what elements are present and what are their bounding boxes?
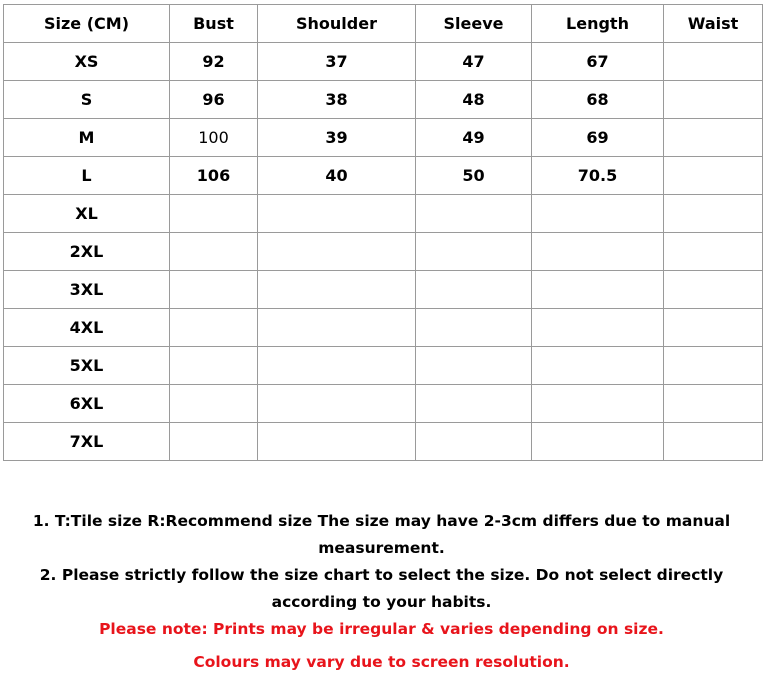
table-header-row (4, 5, 763, 43)
table-row (4, 271, 763, 309)
table-row (4, 233, 763, 271)
measurement-cell (664, 157, 763, 195)
measurement-cell: 92 (170, 43, 258, 81)
size-label-cell: 4XL (4, 309, 170, 347)
size-label-cell: L (4, 157, 170, 195)
measurement-cell (416, 233, 532, 271)
measurement-cell (258, 309, 416, 347)
table-row (4, 157, 763, 195)
measurement-cell (258, 233, 416, 271)
measurement-cell: 100 (170, 119, 258, 157)
header-shoulder: Shoulder (258, 5, 416, 43)
measurement-cell: 38 (258, 81, 416, 119)
header-size: Size (CM) (4, 5, 170, 43)
measurement-cell (170, 309, 258, 347)
size-chart-table (3, 4, 763, 461)
size-label-cell: M (4, 119, 170, 157)
measurement-cell (664, 233, 763, 271)
size-label-cell: 5XL (4, 347, 170, 385)
measurement-cell (664, 271, 763, 309)
note-tile-size: 1. T:Tile size R:Recommend size The size may have 2-3cm differs due to manual measurement. (32, 512, 731, 557)
measurement-cell: 37 (258, 43, 416, 81)
measurement-cell (532, 195, 664, 233)
warning-colours: Colours may vary due to screen resolution. (193, 653, 570, 671)
measurement-cell (258, 347, 416, 385)
measurement-cell: 40 (258, 157, 416, 195)
size-label-cell: 2XL (4, 233, 170, 271)
measurement-cell (170, 423, 258, 461)
table-row (4, 81, 763, 119)
measurement-cell: 68 (532, 81, 664, 119)
measurement-cell (170, 271, 258, 309)
table-row (4, 347, 763, 385)
measurement-cell (258, 385, 416, 423)
table-row (4, 309, 763, 347)
measurement-cell: 50 (416, 157, 532, 195)
size-label-cell: 3XL (4, 271, 170, 309)
size-label-cell: 7XL (4, 423, 170, 461)
header-sleeve: Sleeve (416, 5, 532, 43)
table-body (4, 43, 763, 461)
measurement-cell (258, 271, 416, 309)
header-bust: Bust (170, 5, 258, 43)
measurement-cell: 39 (258, 119, 416, 157)
note-follow-chart: 2. Please strictly follow the size chart to select the size. Do not select directly according to your habits. (39, 566, 724, 611)
size-notes (0, 508, 763, 676)
measurement-cell (664, 347, 763, 385)
measurement-cell (258, 423, 416, 461)
measurement-cell (416, 195, 532, 233)
measurement-cell (258, 195, 416, 233)
measurement-cell (664, 423, 763, 461)
measurement-cell: 106 (170, 157, 258, 195)
measurement-cell (664, 309, 763, 347)
measurement-cell: 49 (416, 119, 532, 157)
measurement-cell (532, 271, 664, 309)
measurement-cell (664, 43, 763, 81)
measurement-cell (532, 423, 664, 461)
measurement-cell (664, 81, 763, 119)
measurement-cell (416, 309, 532, 347)
measurement-cell: 70.5 (532, 157, 664, 195)
measurement-cell (664, 195, 763, 233)
measurement-cell (416, 347, 532, 385)
warning-prints: Please note: Prints may be irregular & varies depending on size. (99, 620, 664, 638)
measurement-cell: 67 (532, 43, 664, 81)
measurement-cell (416, 385, 532, 423)
measurement-cell (532, 347, 664, 385)
header-waist: Waist (664, 5, 763, 43)
size-label-cell: 6XL (4, 385, 170, 423)
measurement-cell (170, 233, 258, 271)
size-label-cell: XL (4, 195, 170, 233)
table-row (4, 423, 763, 461)
size-label-cell: XS (4, 43, 170, 81)
measurement-cell (664, 385, 763, 423)
measurement-cell (664, 119, 763, 157)
measurement-cell (170, 385, 258, 423)
table-row (4, 385, 763, 423)
size-label-cell: S (4, 81, 170, 119)
measurement-cell: 48 (416, 81, 532, 119)
header-length: Length (532, 5, 664, 43)
measurement-cell (416, 271, 532, 309)
table-row (4, 195, 763, 233)
table-row (4, 119, 763, 157)
measurement-cell: 69 (532, 119, 664, 157)
measurement-cell (170, 347, 258, 385)
table-row (4, 43, 763, 81)
measurement-cell: 47 (416, 43, 532, 81)
measurement-cell (170, 195, 258, 233)
measurement-cell (532, 233, 664, 271)
measurement-cell: 96 (170, 81, 258, 119)
measurement-cell (532, 385, 664, 423)
measurement-cell (532, 309, 664, 347)
measurement-cell (416, 423, 532, 461)
